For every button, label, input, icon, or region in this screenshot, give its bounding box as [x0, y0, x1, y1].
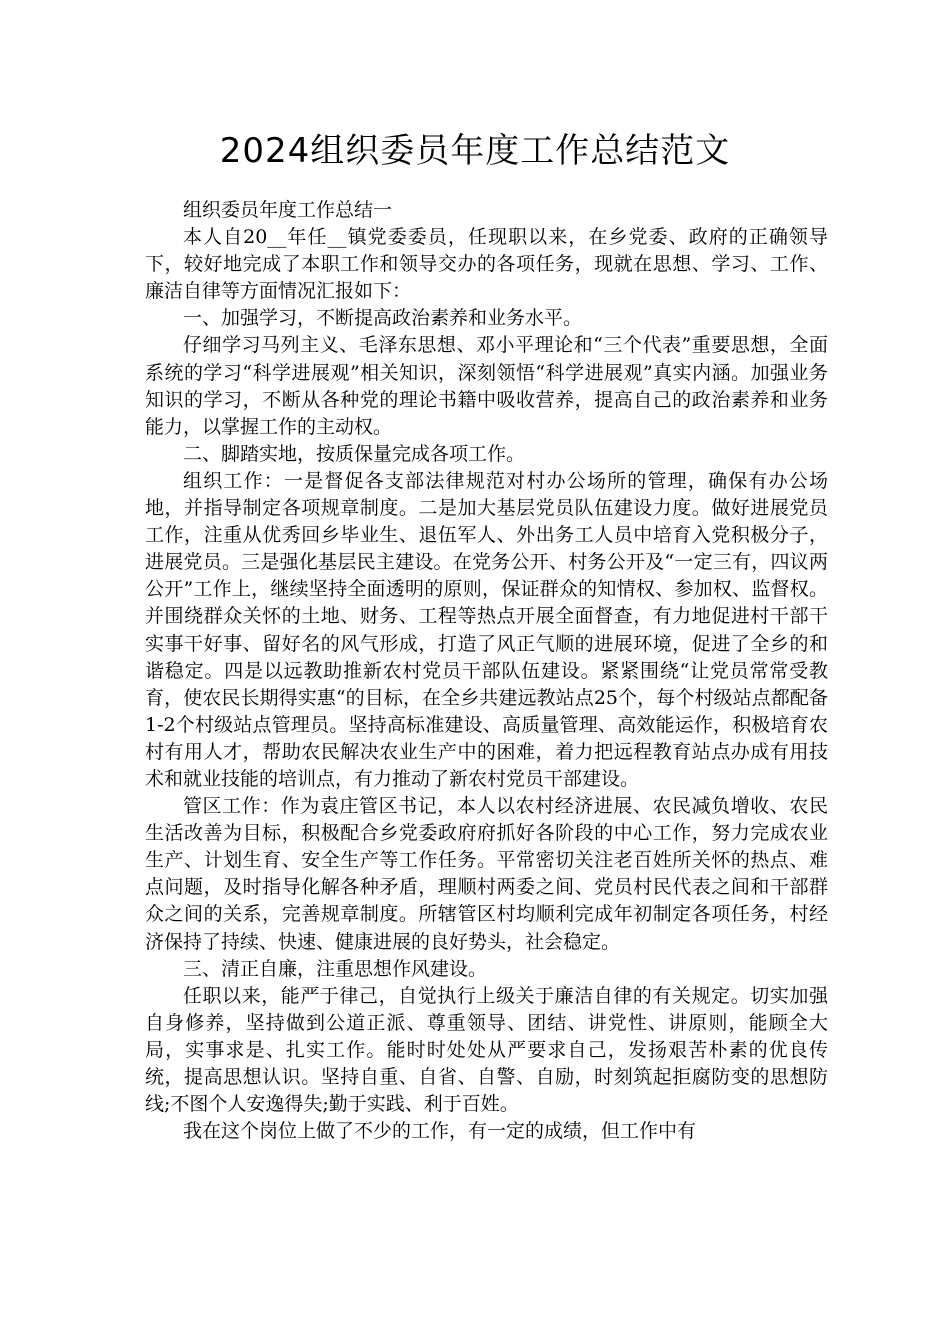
section-heading: 一、加强学习，不断提高政治素养和业务水平。 [183, 307, 583, 330]
body-paragraph: 本人自20__年任__镇党委委员，任现职以来，在乡党委、政府的正确领导下，较好地完成了本职工作和领导交办的各项任务，现就在思想、学习、工作、廉洁自律等方面情况汇报如下： [145, 226, 828, 303]
document-body [145, 197, 828, 1145]
section-heading: 二、脚踏实地，按质保量完成各项工作。 [183, 442, 526, 465]
section-heading: 组织委员年度工作总结一 [183, 199, 393, 221]
document-title: 2024组织委员年度工作总结范文 [219, 131, 731, 171]
body-paragraph: 任职以来，能严于律己，自觉执行上级关于廉洁自律的有关规定。切实加强自身修养，坚持做到公道正派、尊重领导、团结、讲党性、讲原则，能顾全大局，实事求是、扎实工作。能时时处处从严要求自己，发扬艰苦朴素的优良传统，提高思想认识。坚持自重、自省、自警、自励，时刻筑起拒腐防变的思想防线;不图个人安逸得失;勤于实践、利于百姓。 [145, 984, 828, 1116]
section-heading: 三、清正自廉，注重思想作风建设。 [183, 957, 488, 980]
body-paragraph: 仔细学习马列主义、毛泽东思想、邓小平理论和“三个代表”重要思想，全面系统的学习“科学进展观”相关知识，深刻领悟“科学进展观”真实内涵。加强业务知识的学习，不断从各种党的理论书籍中吸收营养，提高自己的政治素养和业务能力，以掌握工作的主动权。 [145, 334, 828, 438]
body-paragraph: 我在这个岗位上做了不少的工作，有一定的成绩，但工作中有 [183, 1120, 697, 1143]
body-paragraph: 组织工作：一是督促各支部法律规范对村办公场所的管理，确保有办公场地，并指导制定各项规章制度。二是加大基层党员队伍建设力度。做好进展党员工作，注重从优秀回乡毕业生、退伍军人、外出务工人员中培育入党积极分子，进展党员。三是强化基层民主建设。在党务公开、村务公开及“一定三有，四议两公开”工作上，继续坚持全面透明的原则，保证群众的知情权、参加权、监督权。并围绕群众关怀的土地、财务、工程等热点开展全面督查，有力地促进村干部干实事干好事、留好名的风气形成，打造了风正气顺的进展环境，促进了全乡的和谐稳定。四是以远教助推新农村党员干部队伍建设。紧紧围绕“让党员常常受教育，使农民长期得实惠“的目标，在全乡共建远教站点25个，每个村级站点都配备1-2个村级站点管理员。坚持高标准建设、高质量管理、高效能运作，积极培育农村有用人才，帮助农民解决农业生产中的困难，着力把远程教育站点办成有用技术和就业技能的培训点，有力推动了新农村党员干部建设。 [145, 469, 828, 790]
body-paragraph: 管区工作：作为袁庄管区书记，本人以农村经济进展、农民减负增收、农民生活改善为目标，积极配合乡党委政府府抓好各阶段的中心工作，努力完成农业生产、计划生育、安全生产等工作任务。平常密切关注老百姓所关怀的热点、难点问题，及时指导化解各种矛盾，理顺村两委之间、党员村民代表之间和干部群众之间的关系，完善规章制度。所辖管区村均顺利完成年初制定各项任务，村经济保持了持续、快速、健康进展的良好势头，社会稳定。 [145, 795, 828, 953]
